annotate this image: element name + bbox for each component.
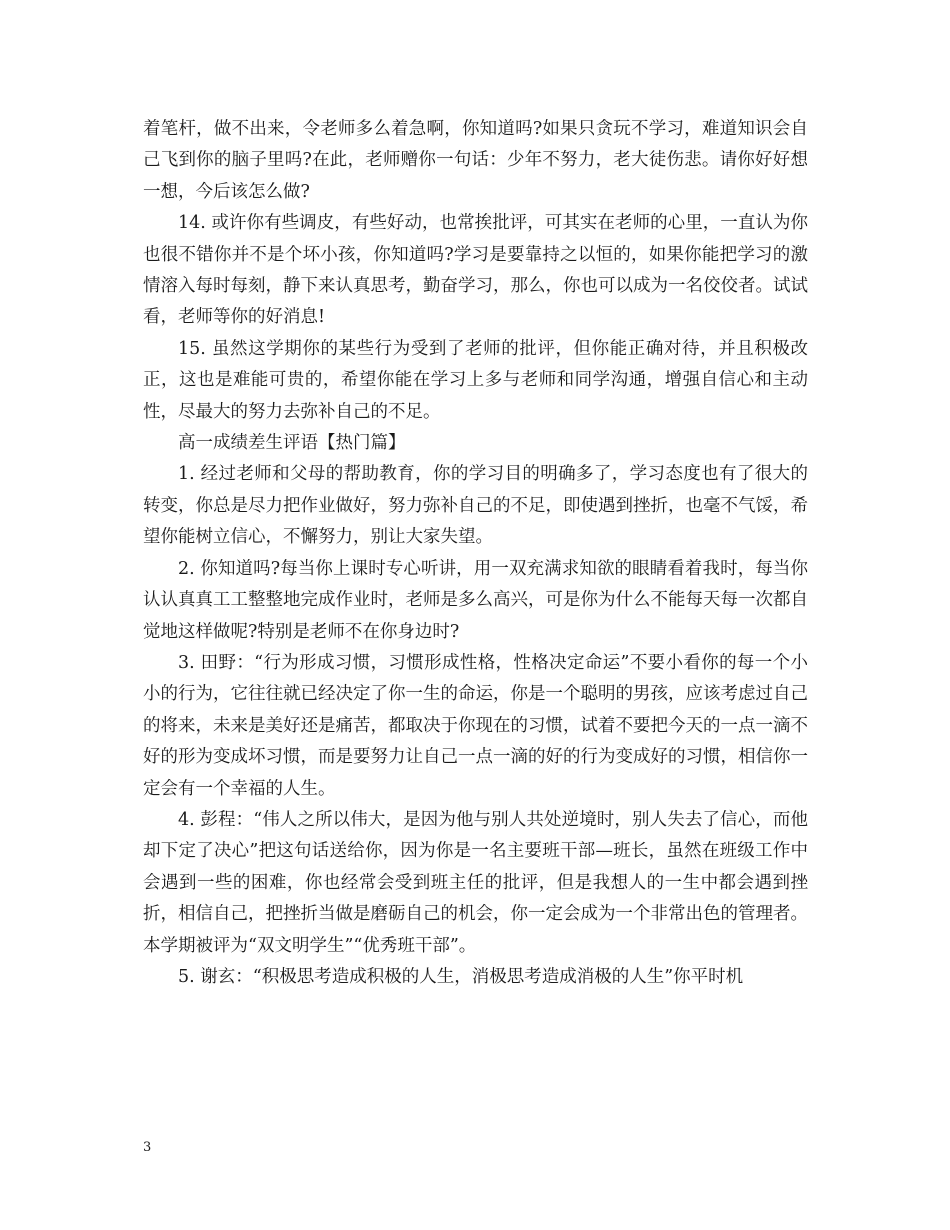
paragraph-continuation: 着笔杆，做不出来，令老师多么着急啊，你知道吗?如果只贪玩不学习，难道知识会自己飞到你的脑子里吗?在此，老师赠你一句话：少年不努力，老大徒伤悲。请你好好想一想，今后该怎么做?	[143, 119, 808, 202]
paragraph-comment-5: 5. 谢玄：“积极思考造成积极的人生，消极思考造成消极的人生”你平时机	[178, 966, 744, 987]
paragraph-comment-14: 14. 或许你有些调皮，有些好动，也常挨批评，可其实在老师的心里，一直认为你也很不错你并不是个坏小孩，你知道吗?学习是要靠持之以恒的，如果你能把学习的激情溶入每时每刻，静下来认真思考，勤奋学习，那么，你也可以成为一名佼佼者。试试看，老师等你的好消息!	[143, 213, 808, 328]
document-body	[143, 114, 808, 993]
section-heading: 高一成绩差生评语【热门篇】	[178, 433, 406, 454]
page-number: 3	[143, 1140, 152, 1155]
paragraph-comment-2: 2. 你知道吗?每当你上课时专心听讲，用一双充满求知欲的眼睛看着我时，每当你认认真真工工整整地完成作业时，老师是多么高兴，可是你为什么不能每天每一次都自觉地这样做呢?特别是老师不在你身边时?	[143, 558, 808, 642]
paragraph-comment-1: 1. 经过老师和父母的帮助教育，你的学习目的明确多了，学习态度也有了很大的转变，你总是尽力把作业做好，努力弥补自己的不足，即使遇到挫折，也毫不气馁，希望你能树立信心，不懈努力，别让大家失望。	[143, 464, 808, 548]
paragraph-comment-15: 15. 虽然这学期你的某些行为受到了老师的批评，但你能正确对待，并且积极改正，这也是难能可贵的，希望你能在学习上多与老师和同学沟通，增强自信心和主动性，尽最大的努力去弥补自己的不足。	[143, 338, 808, 422]
paragraph-comment-4: 4. 彭程：“伟人之所以伟大，是因为他与别人共处逆境时，别人失去了信心，而他却下定了决心”把这句话送给你，因为你是一名主要班干部—班长，虽然在班级工作中会遇到一些的困难，你也经常会受到班主任的批评，但是我想人的一生中都会遇到挫折，相信自己，把挫折当做是磨砺自己的机会，你一定会成为一个非常出色的管理者。本学期被评为“双文明学生”“优秀班干部”。	[143, 809, 808, 956]
paragraph-comment-3: 3. 田野：“行为形成习惯，习惯形成性格，性格决定命运”不要小看你的每一个小小的行为，它往往就已经决定了你一生的命运，你是一个聪明的男孩，应该考虑过自己的将来，未来是美好还是痛苦，都取决于你现在的习惯，试着不要把今天的一点一滴不好的形为变成坏习惯，而是要努力让自己一点一滴的好的行为变成好的习惯，相信你一定会有一个幸福的人生。	[143, 652, 808, 799]
